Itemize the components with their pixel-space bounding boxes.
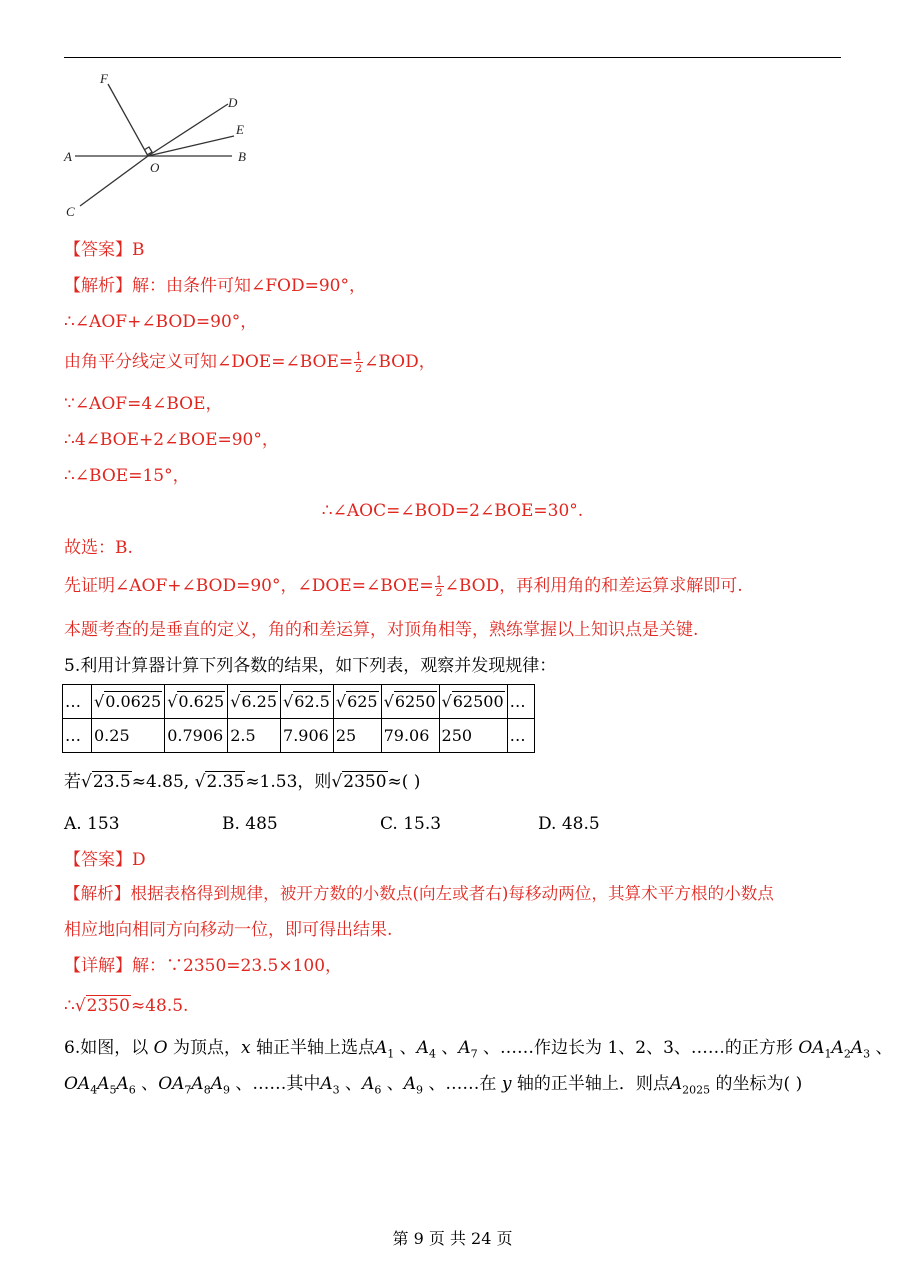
q5-given: 若√23.5≈4.85, √2.35≈1.53，则√2350≈( ): [64, 772, 421, 792]
table-cell: 2.5: [228, 719, 281, 753]
q4-choice: 故选：B.: [64, 538, 133, 558]
table-cell: 25: [333, 719, 381, 753]
ray-oc: [80, 156, 148, 206]
option-b[interactable]: B. 485: [222, 814, 278, 834]
q5-answer: 【答案】D: [64, 850, 146, 870]
q6-line1: 6.如图，以 O 为顶点，x 轴正半轴上选点$A_1$ 、$A_4$ 、$A_7$ 、……作边长为 1、2、3、……的正方形 $OA_1A_2A_3$ 、: [64, 1038, 893, 1061]
label-o: O: [150, 160, 160, 175]
table-cell: …: [507, 719, 534, 753]
q5-stem: 5.利用计算器计算下列各数的结果，如下列表，观察并发现规律：: [64, 656, 557, 676]
q4-step2: 由角平分线定义可知∠DOE=∠BOE= $\frac{1}{2}$ ∠BOD，: [64, 350, 436, 375]
table-cell: 250: [439, 719, 507, 753]
table-cell: √62500: [439, 685, 507, 719]
label-a: A: [64, 149, 72, 164]
q4-step5: ∴∠BOE=15°，: [64, 466, 190, 486]
table-cell: 0.7906: [165, 719, 228, 753]
table-cell: 0.25: [92, 719, 165, 753]
table-cell: √62.5: [281, 685, 334, 719]
label-d: D: [228, 95, 238, 110]
table-cell: √0.0625: [92, 685, 165, 719]
label-f: F: [100, 71, 108, 86]
q5-options: [64, 813, 600, 835]
label-e: E: [236, 122, 244, 137]
table-cell: √0.625: [165, 685, 228, 719]
q5-detail-1: 【详解】解：∵2350=23.5×100，: [64, 956, 343, 976]
q4-step1: ∴∠AOF+∠BOD=90°，: [64, 312, 258, 332]
table-row: [63, 719, 535, 753]
q6-line2: $OA_4A_5A_6$ 、$OA_7A_8A_9$ 、……其中$A_3$ 、$A_6$ 、$A_9$ 、……在 y 轴的正半轴上．则点$A_{2025}$ 的坐标为( ): [64, 1074, 803, 1097]
table-cell: √625: [333, 685, 381, 719]
q4-note: 本题考查的是垂直的定义，角的和差运算，对顶角相等，熟练掌握以上知识点是关键.: [64, 620, 699, 640]
table-cell: …: [507, 685, 534, 719]
q5-analysis-1: 【解析】根据表格得到规律，被开方数的小数点(向左或者右)每移动两位，其算术平方根的小数点: [64, 884, 774, 903]
option-c[interactable]: C. 15.3: [380, 814, 442, 834]
table-cell: …: [63, 685, 92, 719]
table-cell: …: [63, 719, 92, 753]
q4-step3: ∵∠AOF=4∠BOE，: [64, 394, 223, 414]
ray-of: [108, 84, 148, 156]
option-a[interactable]: A. 153: [64, 814, 120, 834]
page-footer: 第 9 页 共 24 页: [392, 1229, 513, 1248]
table-cell: 79.06: [381, 719, 439, 753]
ray-oe: [148, 136, 234, 156]
ray-od: [148, 104, 228, 156]
q4-step4: ∴4∠BOE+2∠BOE=90°，: [64, 430, 279, 450]
label-c: C: [66, 204, 75, 219]
option-d[interactable]: D. 48.5: [538, 814, 600, 834]
angle-figure: [60, 66, 290, 226]
header-rule: [64, 57, 841, 58]
q5-analysis-2: 相应地向相同方向移动一位，即可得出结果.: [64, 920, 393, 940]
table-row: [63, 685, 535, 719]
values-table: [62, 684, 535, 753]
label-b: B: [238, 149, 246, 164]
table-cell: √6.25: [228, 685, 281, 719]
q4-analysis: 【解析】解：由条件可知∠FOD=90°，: [64, 276, 366, 296]
q4-answer: 【答案】B: [64, 240, 145, 260]
q4-step6: ∴∠AOC=∠BOD=2∠BOE=30°.: [321, 501, 584, 521]
table-cell: 7.906: [281, 719, 334, 753]
table-cell: √6250: [381, 685, 439, 719]
q4-summary: 先证明∠AOF+∠BOD=90°，∠DOE=∠BOE= $\frac{1}{2}$ ∠BOD，再利用角的和差运算求解即可.: [64, 574, 743, 599]
q5-detail-2: ∴√2350≈48.5.: [64, 996, 189, 1016]
